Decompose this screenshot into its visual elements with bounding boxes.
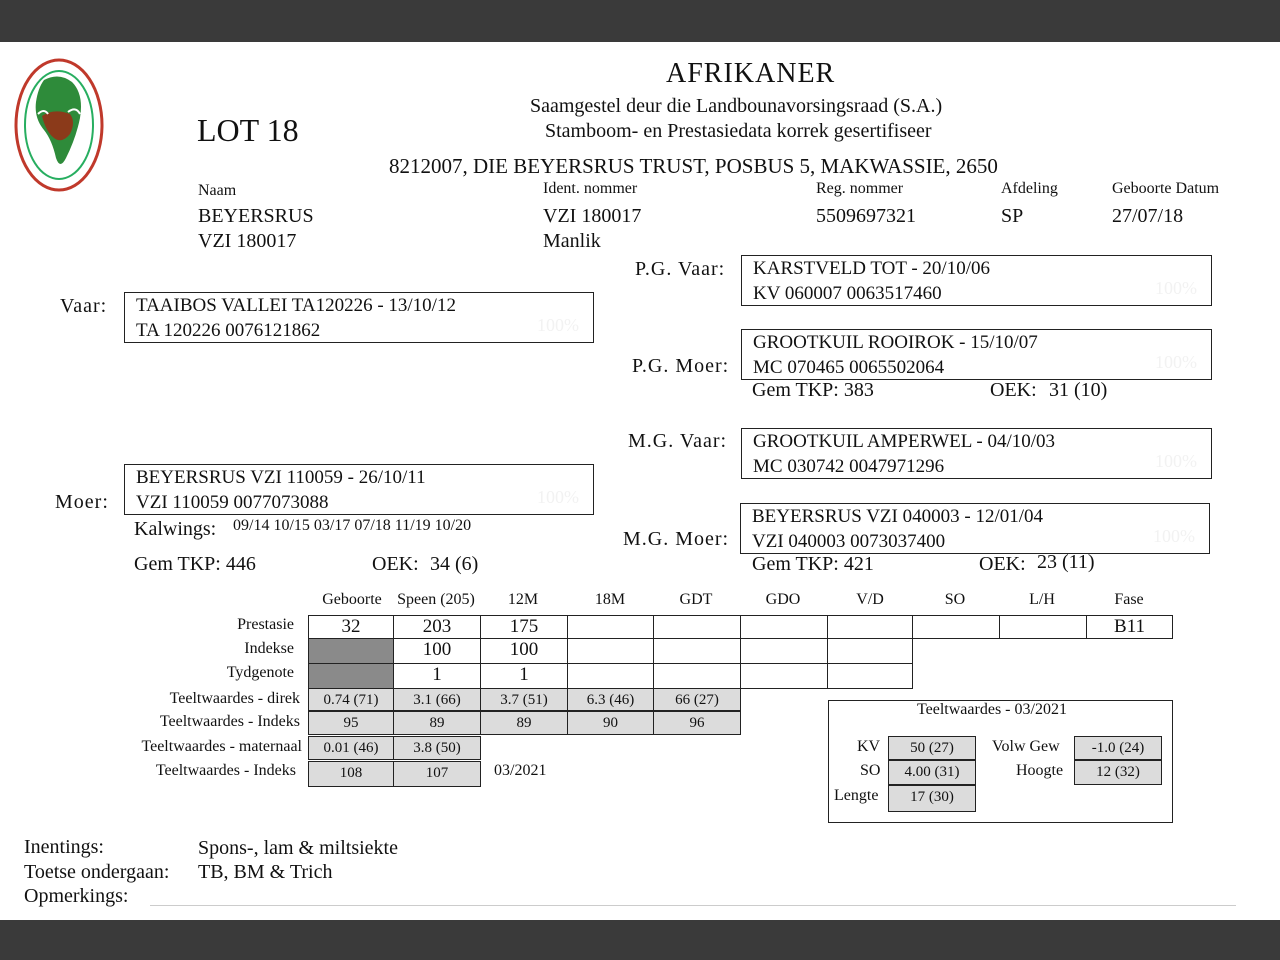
prestasie-gdt <box>653 615 741 639</box>
subtitle-certified: Stamboom- en Prestasiedata korrek gesertifiseer <box>545 120 932 142</box>
indekse-speen: 100 <box>393 638 481 664</box>
col-fase: Fase <box>1114 591 1144 608</box>
row-tw-indeks2-label: Teeltwaardes - Indeks <box>155 762 296 779</box>
prestasie-fase: B11 <box>1086 615 1173 639</box>
prestasie-vd <box>827 615 913 639</box>
col-lh: L/H <box>1029 591 1055 608</box>
so-label: SO <box>860 762 881 779</box>
tw-direk-geboorte: 0.74 (71) <box>308 688 394 711</box>
col-so: SO <box>944 591 966 608</box>
pgd-oek: 31 (10) <box>1049 379 1108 401</box>
animal-name-id: VZI 180017 <box>198 230 297 252</box>
dam-line1: BEYERSRUS VZI 110059 - 26/10/11 <box>136 467 426 488</box>
breed-title: AFRIKANER <box>666 58 836 89</box>
ident-label: Ident. nommer <box>543 180 638 197</box>
dob-label: Geboorte Datum <box>1112 180 1220 197</box>
dam-tkp: Gem TKP: 446 <box>134 553 256 575</box>
col-speen: Speen (205) <box>397 591 475 608</box>
col-gdt: GDT <box>679 591 713 608</box>
mgs-pct: 100% <box>1155 451 1197 471</box>
inentings-label: Inentings: <box>24 836 104 858</box>
breeding-values-title: Teeltwaardes - 03/2021 <box>917 701 1067 718</box>
afdeling: SP <box>1001 205 1024 227</box>
kv-value: 50 (27) <box>888 736 976 760</box>
pgd-line2: MC 070465 0065502064 <box>753 357 945 378</box>
row-tydgenote-label: Tydgenote <box>226 664 294 681</box>
indekse-geboorte <box>308 638 394 664</box>
tw-maternaal-geboorte: 0.01 (46) <box>308 736 394 760</box>
col-gdo: GDO <box>765 591 801 608</box>
perf-date: 03/2021 <box>494 762 547 779</box>
row-tw-direk-label: Teeltwaardes - direk <box>169 690 300 707</box>
tydgenote-geboorte <box>308 663 394 689</box>
ident-number: VZI 180017 <box>543 205 642 227</box>
sire-pct: 100% <box>537 315 579 335</box>
tw-direk-speen: 3.1 (66) <box>393 688 481 711</box>
so-value: 4.00 (31) <box>888 760 976 785</box>
pgd-label: P.G. Moer: <box>632 355 730 377</box>
opmerkings-line <box>150 905 1236 906</box>
row-indekse-label: Indekse <box>244 640 294 657</box>
dam-oek: 34 (6) <box>430 553 479 575</box>
viewer-bottom-bar <box>0 920 1280 960</box>
row-tw-maternaal-label: Teeltwaardes - maternaal <box>141 738 302 755</box>
prestasie-12m: 175 <box>480 615 568 639</box>
indekse-18m <box>567 638 654 664</box>
pgs-label: P.G. Vaar: <box>635 258 726 280</box>
viewer-top-bar <box>0 0 1280 42</box>
toetse-label: Toetse ondergaan: <box>24 861 170 883</box>
sire-line2: TA 120226 0076121862 <box>136 320 321 341</box>
pgd-box <box>741 329 1212 380</box>
afrikaner-society-logo <box>14 58 104 192</box>
tw-indeks-18m: 90 <box>567 711 654 735</box>
dam-box <box>124 464 594 515</box>
mgs-label: M.G. Vaar: <box>628 430 728 452</box>
toetse-value: TB, BM & Trich <box>198 861 333 883</box>
lot-number: LOT 18 <box>197 112 299 148</box>
prestasie-lh <box>999 615 1087 639</box>
col-12m: 12M <box>507 591 539 608</box>
indekse-vd <box>827 638 913 664</box>
col-18m: 18M <box>594 591 626 608</box>
mgd-line2: VZI 040003 0073037400 <box>752 531 946 552</box>
name-label: Naam <box>198 182 237 199</box>
tw-indeks-12m: 89 <box>480 711 568 735</box>
indekse-gdt <box>653 638 741 664</box>
mgs-line1: GROOTKUIL AMPERWEL - 04/10/03 <box>753 431 1056 452</box>
owner-line: 8212007, DIE BEYERSRUS TRUST, POSBUS 5, MAKWASSIE, 2650 <box>389 154 998 178</box>
lengte-label: Lengte <box>834 787 879 804</box>
dam-line2: VZI 110059 0077073088 <box>136 492 329 513</box>
dam-pct: 100% <box>537 487 579 507</box>
prestasie-18m <box>567 615 654 639</box>
mgd-oek: 23 (11) <box>1037 551 1095 573</box>
mgd-tkp: Gem TKP: 421 <box>752 553 874 575</box>
inentings-value: Spons-, lam & miltsiekte <box>198 837 398 859</box>
mgd-label: M.G. Moer: <box>623 528 730 550</box>
mgd-pct: 100% <box>1153 526 1195 546</box>
col-geboorte: Geboorte <box>322 591 382 608</box>
dam-oek-label: OEK: <box>372 553 419 575</box>
pgs-box <box>741 255 1212 306</box>
volw-gew-label: Volw Gew <box>992 738 1060 755</box>
hoogte-label: Hoogte <box>1016 762 1064 779</box>
tw-indeks2-geboorte: 108 <box>308 761 394 787</box>
tydgenote-12m: 1 <box>480 663 568 689</box>
tw-direk-gdt: 66 (27) <box>653 688 741 711</box>
prestasie-speen: 203 <box>393 615 481 639</box>
sire-box <box>124 292 594 343</box>
sex: Manlik <box>543 230 601 252</box>
tydgenote-18m <box>567 663 654 689</box>
tw-indeks2-speen: 107 <box>393 761 481 787</box>
date-of-birth: 27/07/18 <box>1112 205 1184 227</box>
indekse-gdo <box>740 638 828 664</box>
lengte-value: 17 (30) <box>888 785 976 812</box>
pgs-line1: KARSTVELD TOT - 20/10/06 <box>753 258 990 279</box>
volw-gew-value: -1.0 (24) <box>1074 736 1162 760</box>
sire-label: Vaar: <box>60 295 108 317</box>
prestasie-so <box>912 615 1000 639</box>
mgd-box <box>740 503 1210 554</box>
tydgenote-vd <box>827 663 913 689</box>
pgd-pct: 100% <box>1155 352 1197 372</box>
row-tw-indeks-label: Teeltwaardes - Indeks <box>159 713 300 730</box>
tw-indeks-speen: 89 <box>393 711 481 735</box>
pgd-tkp: Gem TKP: 383 <box>752 379 874 401</box>
pgd-line1: GROOTKUIL ROOIROK - 15/10/07 <box>753 332 1038 353</box>
mgs-box <box>741 428 1212 479</box>
tw-indeks-gdt: 96 <box>653 711 741 735</box>
kv-label: KV <box>857 738 881 755</box>
col-vd: V/D <box>856 591 884 608</box>
mgd-oek-label: OEK: <box>979 553 1026 575</box>
row-prestasie-label: Prestasie <box>237 616 294 633</box>
pgd-oek-label: OEK: <box>990 379 1037 401</box>
mgs-line2: MC 030742 0047971296 <box>753 456 945 477</box>
indekse-12m: 100 <box>480 638 568 664</box>
tydgenote-gdt <box>653 663 741 689</box>
mgd-line1: BEYERSRUS VZI 040003 - 12/01/04 <box>752 506 1044 527</box>
reg-label: Reg. nommer <box>816 180 904 197</box>
dam-label: Moer: <box>55 491 109 513</box>
hoogte-value: 12 (32) <box>1074 760 1162 785</box>
pgs-pct: 100% <box>1155 278 1197 298</box>
sire-line1: TAAIBOS VALLEI TA120226 - 13/10/12 <box>136 295 456 316</box>
prestasie-geboorte: 32 <box>308 615 394 639</box>
opmerkings-label: Opmerkings: <box>24 885 129 907</box>
tw-maternaal-speen: 3.8 (50) <box>393 736 481 760</box>
tydgenote-gdo <box>740 663 828 689</box>
animal-name: BEYERSRUS <box>198 205 314 227</box>
tw-direk-18m: 6.3 (46) <box>567 688 654 711</box>
calvings-dates: 09/14 10/15 03/17 07/18 11/19 10/20 <box>233 517 472 534</box>
pgs-line2: KV 060007 0063517460 <box>753 283 942 304</box>
prestasie-gdo <box>740 615 828 639</box>
calvings-label: Kalwings: <box>134 518 217 540</box>
tw-indeks-geboorte: 95 <box>308 711 394 735</box>
subtitle-compiled: Saamgestel deur die Landbounavorsingsraad (S.A.) <box>530 95 943 117</box>
tydgenote-speen: 1 <box>393 663 481 689</box>
afdeling-label: Afdeling <box>1001 180 1058 197</box>
tw-direk-12m: 3.7 (51) <box>480 688 568 711</box>
reg-number: 5509697321 <box>816 205 916 227</box>
